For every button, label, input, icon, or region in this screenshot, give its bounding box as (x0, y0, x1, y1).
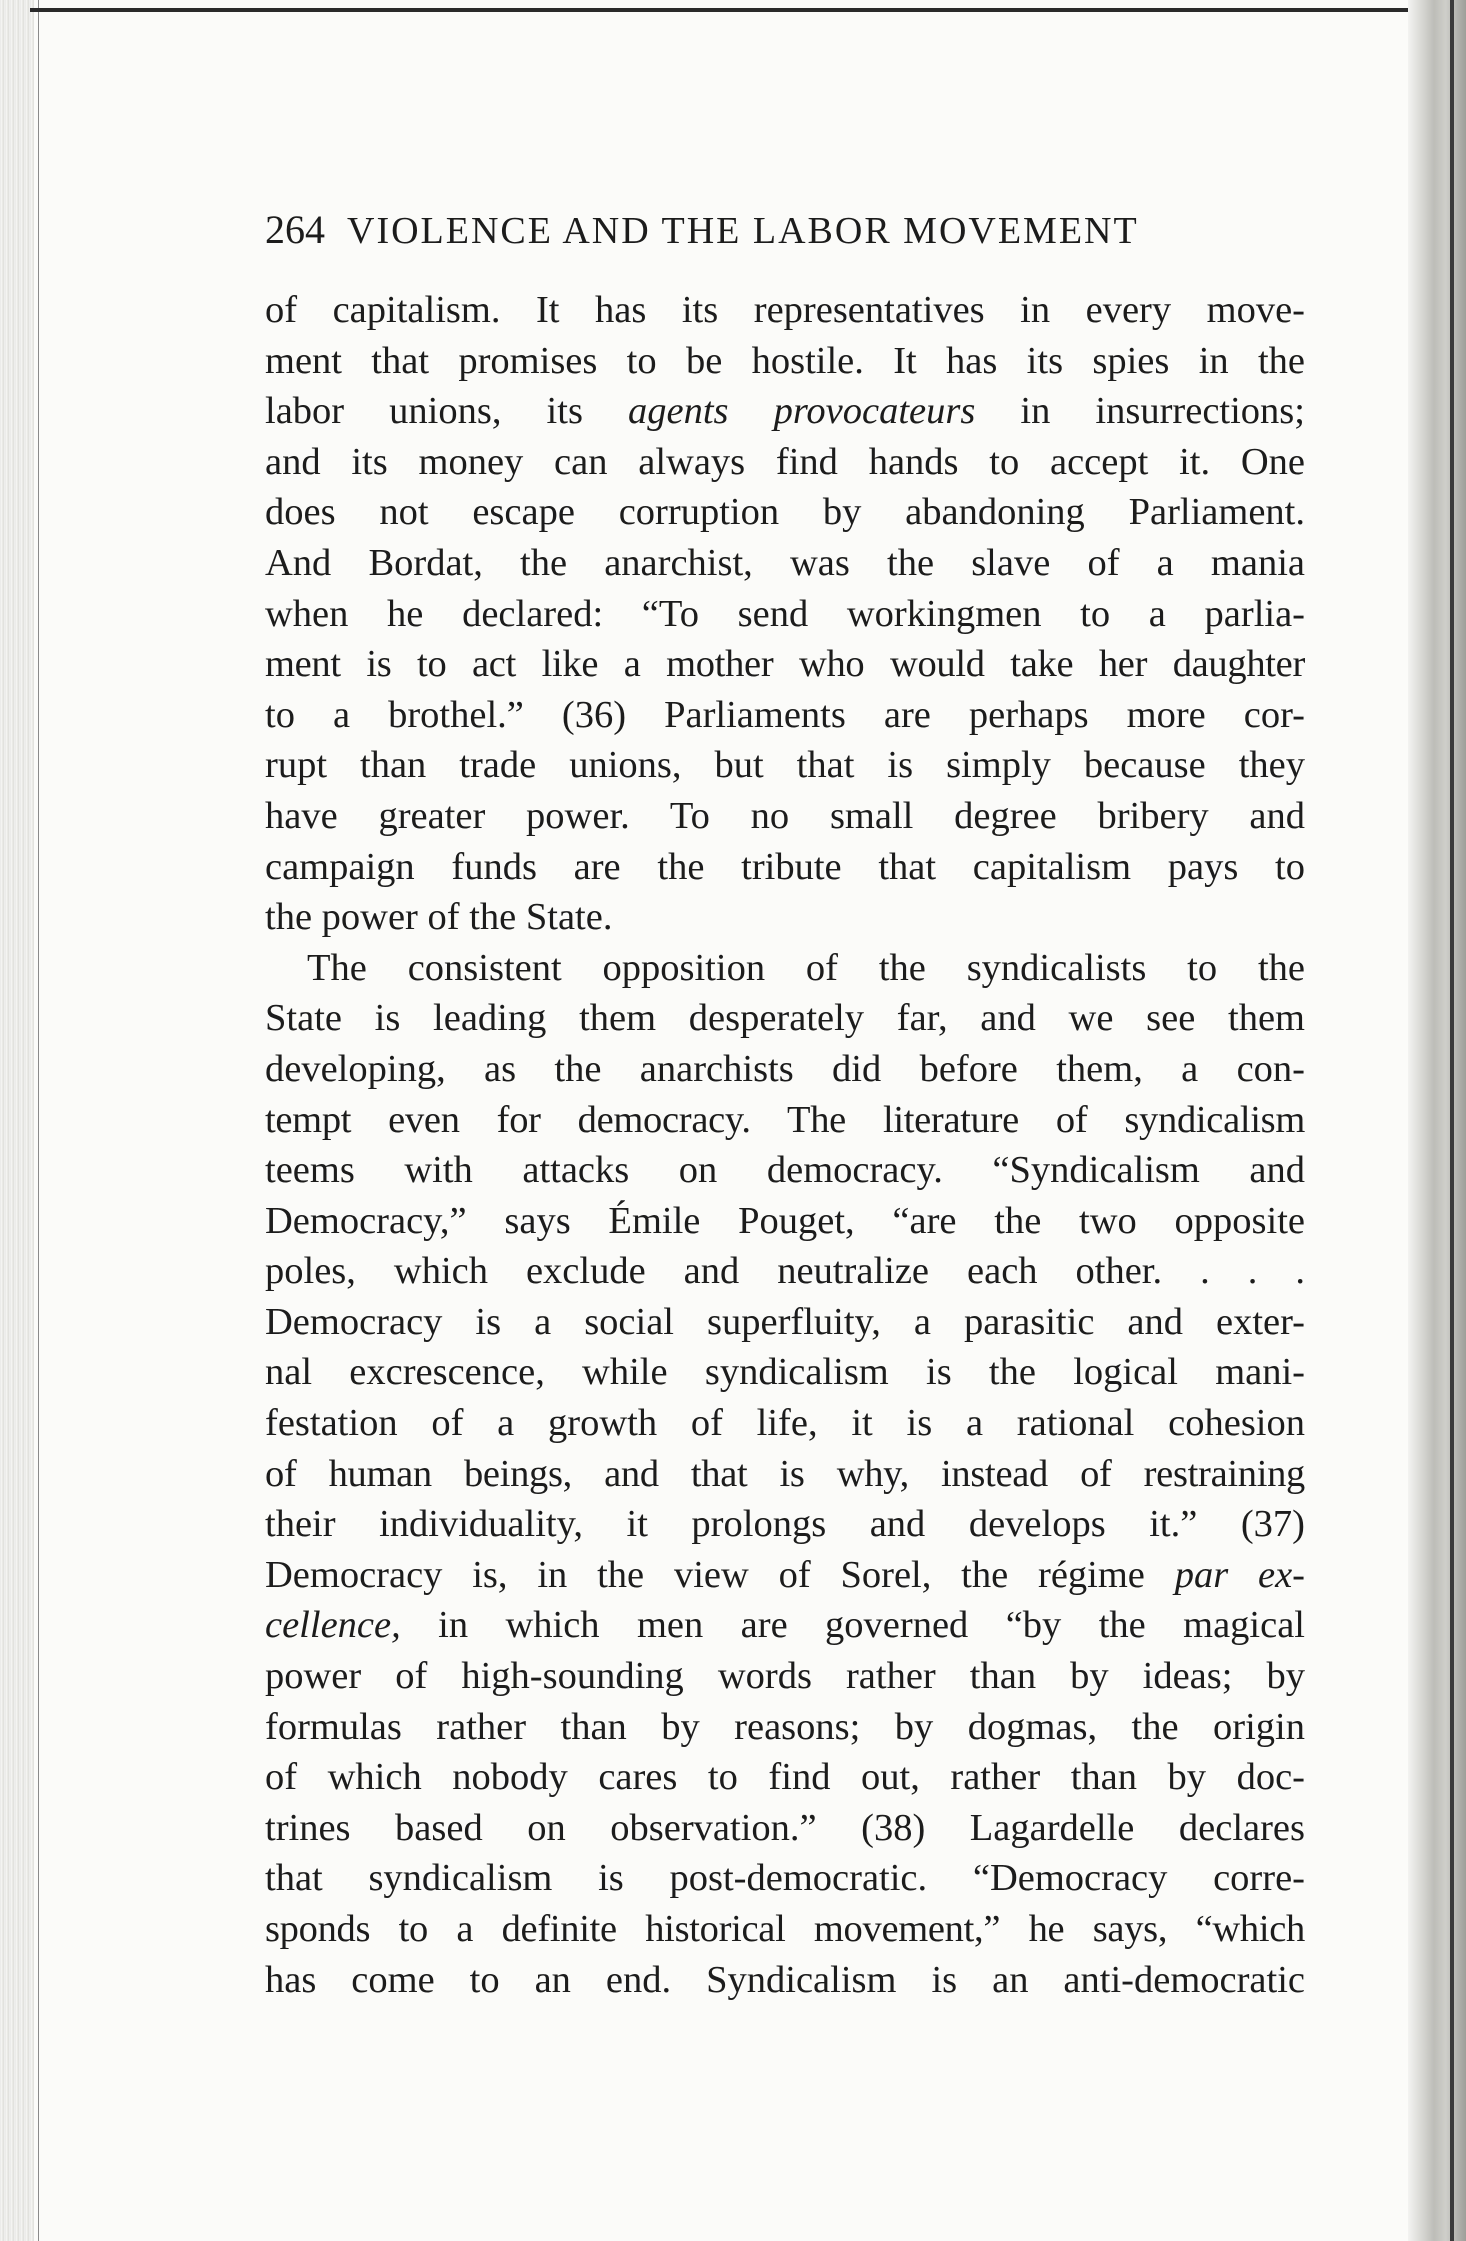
text-line-21: Democracy is a social superfluity, a parasitic and exter- (265, 1300, 1305, 1343)
italic-phrase: par ex- (1174, 1553, 1306, 1596)
italic-phrase: agents provocateurs (628, 390, 976, 433)
text-line-20: poles, which exclude and neutralize each other. . . . (265, 1250, 1305, 1293)
text-span: in insurrections; (975, 390, 1305, 433)
text-line-19: Democracy,” says Émile Pouget, “are the two opposite (265, 1199, 1305, 1242)
text-line-15: State is leading them desperately far, and we see them (265, 997, 1305, 1040)
running-header (265, 206, 1305, 256)
text-line-2: ment that promises to be hostile. It has its spies in the (265, 339, 1305, 382)
body-text (265, 285, 1305, 2005)
text-line-13: the power of the State. (265, 896, 613, 939)
text-line-30: of which nobody cares to find out, rather than by doc- (265, 1756, 1305, 1799)
text-line-8: ment is to act like a mother who would take her daughter (265, 643, 1305, 686)
text-line-14: The consistent opposition of the syndicalists to the (307, 946, 1305, 989)
text-line-28: power of high-sounding words rather than by ideas; by (265, 1655, 1305, 1698)
text-span: labor unions, its (265, 390, 628, 433)
text-line-4: and its money can always find hands to accept it. One (265, 440, 1305, 483)
text-line-34: has come to an end. Syndicalism is an anti-democratic (265, 1958, 1305, 2001)
page-edge-right (1408, 0, 1466, 2241)
text-line-10: rupt than trade unions, but that is simply because they (265, 744, 1305, 787)
text-line-7: when he declared: “To send workingmen to a parlia- (265, 592, 1305, 635)
text-line-16: developing, as the anarchists did before them, a con- (265, 1047, 1305, 1090)
top-page-edge (30, 8, 1410, 12)
text-line-31: trines based on observation.” (38) Lagardelle declares (265, 1806, 1305, 1849)
text-line-5: does not escape corruption by abandoning Parliament. (265, 491, 1305, 534)
text-line-24: of human beings, and that is why, instead of restraining (265, 1452, 1305, 1495)
text-span: Democracy is, in the view of Sorel, the régime (265, 1553, 1175, 1596)
text-line-32: that syndicalism is post-democratic. “Democracy corre- (265, 1857, 1305, 1900)
italic-phrase: cellence, (265, 1604, 401, 1647)
text-line-22: nal excrescence, while syndicalism is the logical mani- (265, 1351, 1305, 1394)
text-line-29: formulas rather than by reasons; by dogmas, the origin (265, 1705, 1305, 1748)
page-gutter-left (0, 0, 34, 2241)
text-span: in which men are governed “by the magical (400, 1604, 1305, 1647)
text-line-18: teems with attacks on democracy. “Syndicalism and (265, 1149, 1305, 1192)
text-line-17: tempt even for democracy. The literature of syndicalism (265, 1098, 1305, 1141)
text-line-6: And Bordat, the anarchist, was the slave of a mania (265, 541, 1305, 584)
page-edge-line (1450, 0, 1454, 2241)
text-line-23: festation of a growth of life, it is a rational cohesion (265, 1402, 1305, 1445)
text-line-11: have greater power. To no small degree bribery and (265, 794, 1305, 837)
text-line-1: of capitalism. It has its representatives in every move- (265, 289, 1305, 331)
text-line-9: to a brothel.” (36) Parliaments are perhaps more cor- (265, 693, 1305, 736)
text-line-25: their individuality, it prolongs and develops it.” (37) (265, 1503, 1305, 1546)
text-line-3 (265, 386, 1305, 437)
running-title: VIOLENCE AND THE LABOR MOVEMENT (347, 210, 1139, 252)
text-line-33: sponds to a definite historical movement,” he says, “which (265, 1908, 1305, 1950)
text-line-12: campaign funds are the tribute that capitalism pays to (265, 845, 1305, 888)
text-line-27 (265, 1600, 1305, 1651)
gutter-line (38, 0, 39, 2241)
text-line-26 (265, 1550, 1305, 1601)
page-number: 264 (265, 207, 325, 252)
